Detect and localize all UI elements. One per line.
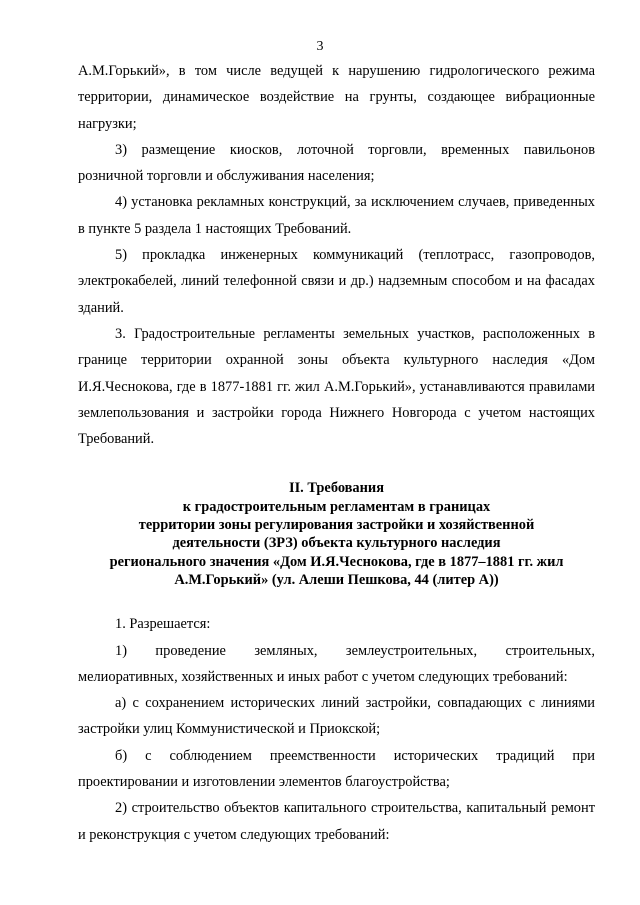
heading-line: территории зоны регулирования застройки и хозяйственной xyxy=(138,517,535,534)
section-heading xyxy=(78,479,595,589)
paragraph-construction: 2) строительство объектов капитального строительства, капитальный ремонт и реконструкция с учетом следующих требований: xyxy=(78,800,595,843)
heading-line: деятельности (ЗРЗ) объекта культурного наследия xyxy=(172,535,501,552)
paragraph-continuation-gorky: А.М.Горький», в том числе ведущей к нарушению гидрологического режима территории, динамическое воздействие на грунты, создающее вибрационные нагрузки; xyxy=(78,63,595,132)
paragraph-landscaping: б) с соблюдением преемственности исторических традиций при проектировании и изготовлении элементов благоустройства; xyxy=(78,747,595,791)
paragraph-permitted: 1. Разрешается: xyxy=(115,616,211,633)
paragraph-building-lines: а) с сохранением исторических линий застройки, совпадающих с линиями застройки улиц Коммунистической и Приокской; xyxy=(78,695,595,738)
page-number: 3 xyxy=(316,39,324,54)
heading-line: регионального значения «Дом И.Я.Чеснокова, где в 1877–1881 гг. жил xyxy=(109,553,564,570)
heading-line: А.М.Горький» (ул. Алеши Пешкова, 44 (литер А)) xyxy=(174,571,499,588)
heading-line: к градостроительным регламентам в границах xyxy=(182,498,491,515)
paragraph-advertising: 4) установка рекламных конструкций, за исключением случаев, приведенных в пункте 5 раздела 1 настоящих Требований. xyxy=(78,194,595,237)
document-body xyxy=(78,58,595,848)
paragraph-kiosks: 3) размещение киосков, лоточной торговли, временных павильонов розничной торговли и обслуживания населения; xyxy=(78,141,595,185)
paragraph-earthworks: 1) проведение земляных, землеустроительных, строительных, мелиоративных, хозяйственных и иных работ с учетом следующих требований: xyxy=(78,642,595,685)
heading-line: II. Требования xyxy=(288,480,384,497)
paragraph-utilities: 5) прокладка инженерных коммуникаций (теплотрасс, газопроводов, электрокабелей, линий телефонной связи и др.) надземным способом и на фасадах зданий. xyxy=(78,247,595,316)
paragraph-regulations: 3. Градостроительные регламенты земельных участков, расположенных в границе территории охранной зоны объекта культурного наследия «Дом И.Я.Чеснокова, где в 1877-1881 гг. жил А.М.Горький», устанавливаются правилами землепользования и застройки города Нижнего Новгорода с учетом настоящих Требований. xyxy=(78,325,595,448)
